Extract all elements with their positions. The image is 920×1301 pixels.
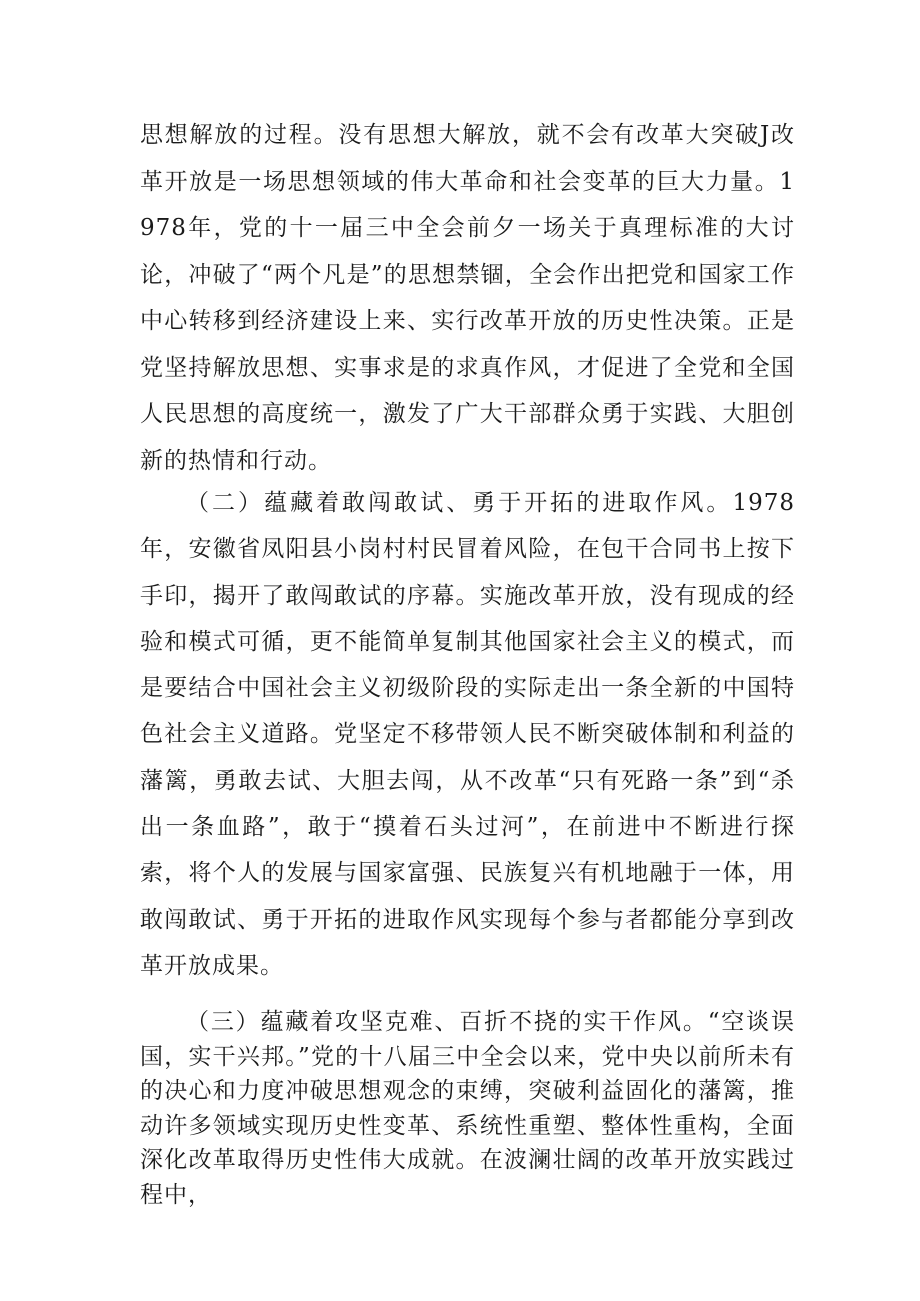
paragraph-1: 思想解放的过程。没有思想大解放，就不会有改革大突破J改革开放是一场思想领域的伟大革命和社会变革的巨大力量。1978年，党的十一届三中全会前夕一场关于真理标准的大讨论，冲破了“两个凡是”的思想禁锢，全会作出把党和国家工作中心转移到经济建设上来、实行改革开放的历史性决策。正是党坚持解放思想、实事求是的求真作风，才促进了全党和全国人民思想的高度统一，激发了广大干部群众勇于实践、大胆创新的热情和行动。 bbox=[140, 122, 795, 474]
paragraph-2: （二）蕴藏着敢闯敢试、勇于开拓的进取作风。1978年，安徽省凤阳县小岗村村民冒着风险，在包干合同书上按下手印，揭开了敢闯敢试的序幕。实施改革开放，没有现成的经验和模式可循，更不能简单复制其他国家社会主义的模式，而是要结合中国社会主义初级阶段的实际走出一条全新的中国特色社会主义道路。党坚定不移带领人民不断突破体制和利益的藩篱，勇敢去试、大胆去闯，从不改革“只有死路一条”到“杀出一条血路”，敢于“摸着石头过河”，在前进中不断进行探索，将个人的发展与国家富强、民族复兴有机地融于一体，用敢闯敢试、勇于开拓的进取作风实现每个参与者都能分享到改革开放成果。 bbox=[140, 490, 795, 979]
paragraph-3: （三）蕴藏着攻坚克难、百折不挠的实干作风。“空谈误国，实干兴邦。”党的十八届三中全会以来，党中央以前所未有的决心和力度冲破思想观念的束缚，突破利益固化的藩篱，推动许多领域实现历史性变革、系统性重塑、整体性重构，全面深化改革取得历史性伟大成就。在波澜壮阔的改革开放实践过程中， bbox=[140, 1009, 795, 1208]
